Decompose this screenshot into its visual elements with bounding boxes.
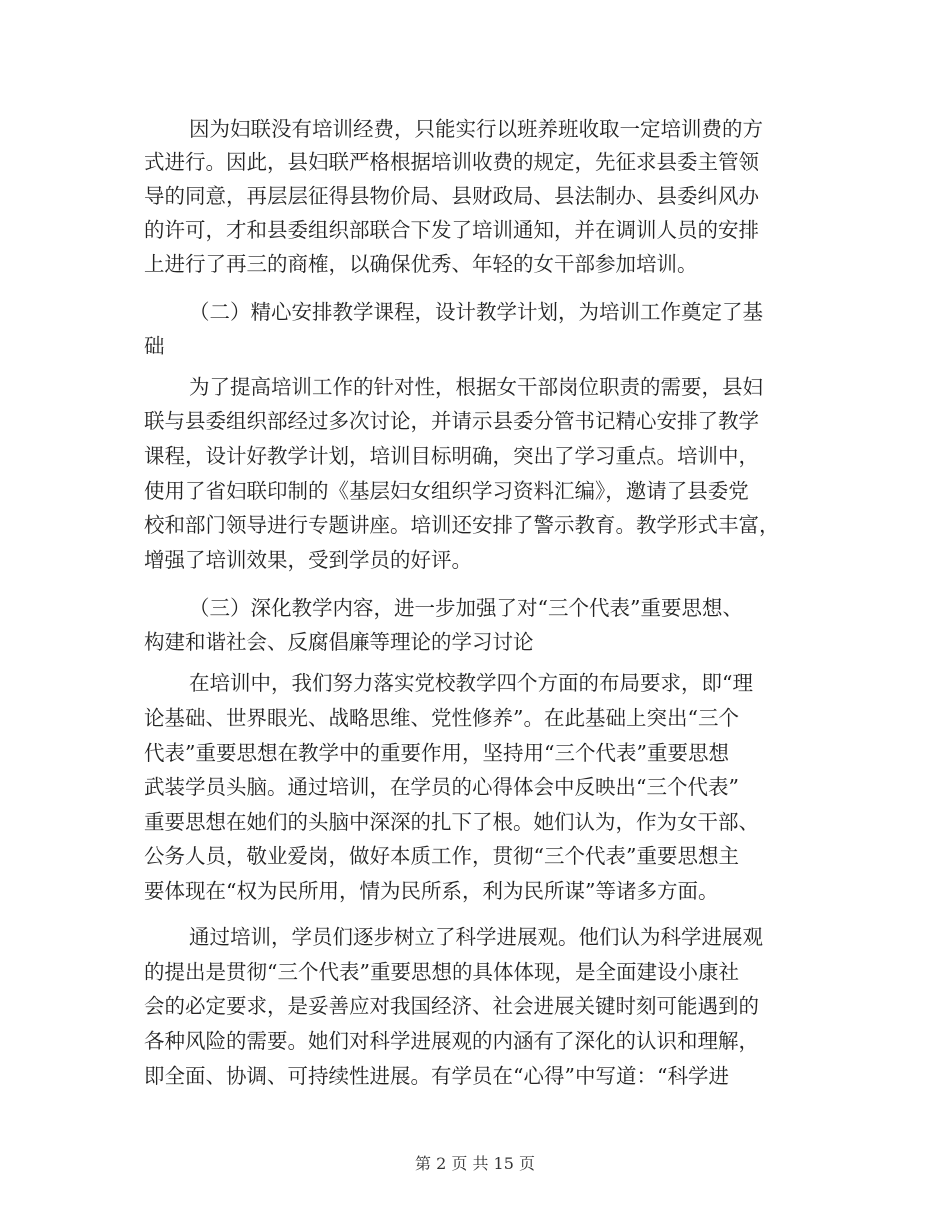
text-line: 为了提高培训工作的针对性，根据女干部岗位职责的需要，县妇 — [189, 375, 763, 399]
text-line: 公务人员，敬业爱岗，做好本质工作，贯彻“三个代表”重要思想主 — [144, 844, 739, 868]
section-heading: 构建和谐社会、反腐倡廉等理论的学习讨论 — [144, 630, 534, 654]
text-line: 即全面、协调、可持续性进展。有学员在“心得”中写道：“科学进 — [144, 1064, 729, 1088]
text-line: 使用了省妇联印制的《基层妇女组织学习资料汇编》，邀请了县委党 — [144, 479, 749, 503]
text-line: 在培训中，我们努力落实党校教学四个方面的布局要求，即“理 — [189, 671, 753, 695]
text-line: 校和部门领导进行专题讲座。培训还安排了警示教育。教学形式丰富， — [144, 513, 780, 537]
text-line: 增强了培训效果，受到学员的好评。 — [144, 548, 472, 572]
text-line: 武装学员头脑。通过培训，在学员的心得体会中反映出“三个代表” — [144, 775, 739, 799]
section-heading: （三）深化教学内容，进一步加强了对“三个代表”重要思想、 — [189, 596, 743, 620]
text-line: 的许可，才和县委组织部联合下发了培训通知，并在调训人员的安排 — [144, 218, 759, 242]
text-line: 的提出是贯彻“三个代表”重要思想的具体体现，是全面建设小康社 — [144, 960, 739, 984]
text-line: 式进行。因此，县妇联严格根据培训收费的规定，先征求县委主管领 — [144, 150, 759, 174]
text-line: 代表”重要思想在教学中的重要作用，坚持用“三个代表”重要思想 — [144, 741, 729, 765]
section-heading: （二）精心安排教学课程，设计教学计划，为培训工作奠定了基 — [189, 300, 763, 324]
page-number-footer: 第 2 页 共 15 页 — [415, 1154, 535, 1173]
text-line: 各种风险的需要。她们对科学进展观的内涵有了深化的认识和理解， — [144, 1029, 759, 1053]
text-line: 要体现在“权为民所用，情为民所系，利为民所谋”等诸多方面。 — [144, 879, 719, 903]
text-line: 课程，设计好教学计划，培训目标明确，突出了学习重点。培训中， — [144, 444, 759, 468]
text-line: 通过培训，学员们逐步树立了科学进展观。他们认为科学进展观 — [189, 925, 763, 949]
text-line: 会的必定要求，是妥善应对我国经济、社会进展关键时刻可能遇到的 — [144, 994, 759, 1018]
text-line: 导的同意，再层层征得县物价局、县财政局、县法制办、县委纠风办 — [144, 184, 759, 208]
text-line: 联与县委组织部经过多次讨论，并请示县委分管书记精心安排了教学 — [144, 409, 759, 433]
text-line: 因为妇联没有培训经费，只能实行以班养班收取一定培训费的方 — [189, 117, 763, 141]
text-line: 论基础、世界眼光、战略思维、党性修养”。在此基础上突出“三个 — [144, 706, 739, 730]
text-line: 上进行了再三的商榷，以确保优秀、年轻的女干部参加培训。 — [144, 252, 698, 276]
section-heading: 础 — [144, 334, 165, 358]
text-line: 重要思想在她们的头脑中深深的扎下了根。她们认为，作为女干部、 — [144, 810, 759, 834]
